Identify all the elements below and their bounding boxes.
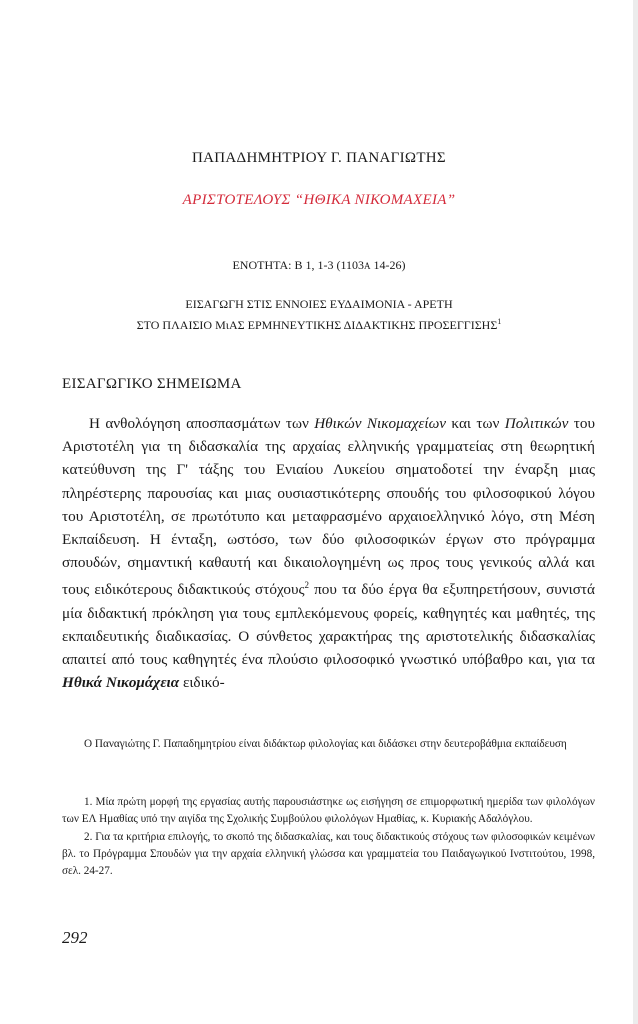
subtitle-line-2 <box>0 313 638 334</box>
unit-reference <box>0 258 638 273</box>
footnote-2: 2. Για τα κριτήρια επιλογής, το σκοπό της διδασκαλίας, και τους διδακτικούς στόχους των φιλοσοφικών κειμένων βλ. το Πρόγραμμα Σπουδών για την αρχαία ελληνική γλώσσα και γραμματεία του Παιδαγωγικού Ινστιτούτου, 1998, σελ. 24-27. <box>62 830 595 878</box>
text-run: που τα δύο έργα θα εξυπηρετήσουν, συνιστά μία διδακτική πρόκληση για τους εμπλεκόμενους φορείς, καθηγητές και μαθητές, της εκπαιδευτικής διαδικασίας. Ο σύνθετος χαρακτήρας της αριστοτελικής διδασκαλίας απαιτεί από τους καθηγητές ένα πλούσιο φιλοσοφικό γνωστικό υπόβαθρο και, για τα <box>62 581 595 669</box>
subtitle <box>0 295 638 334</box>
section-heading: ΕΙΣΑΓΩΓΙΚΟ ΣΗΜΕΙΩΜΑ <box>62 376 242 392</box>
body-text <box>62 412 595 695</box>
unit-smallcaps: Α <box>364 261 371 271</box>
author-name: ΠΑΠΑΔΗΜΗΤΡΙΟΥ Γ. ΠΑΝΑΓΙΩΤΗΣ <box>192 150 446 166</box>
subtitle-line-1: ΕΙΣΑΓΩΓΗ ΣΤΙΣ ΕΝΝΟΙΕΣ ΕΥΔΑΙΜΟΝΙΑ - ΑΡΕΤΗ <box>185 297 453 311</box>
paragraph <box>62 412 595 695</box>
text-run: Η ανθολόγηση αποσπασμάτων των <box>89 415 315 432</box>
italic-work-title: Ηθικών Νικομαχείων <box>314 415 447 432</box>
bold-italic-work-title: Ηθικά Νικομάχεια <box>62 674 180 692</box>
footnote-1: 1. Μία πρώτη μορφή της εργασίας αυτής παρουσιάστηκε ως εισήγηση σε επιμορφωτική ημερίδα των φιλολόγων των ΕΛ Ημαθίας υπό την αιγίδα της Σχολικής Συμβούλου φιλολόγων Ημαθίας, κ. Κυριακής Αδαλόγλου. <box>62 796 595 826</box>
bio-text: Ο Παναγιώτης Γ. Παπαδημητρίου είναι διδάκτωρ φιλολογίας και διδάσκει στην δευτεροβάθμια εκπαίδευση <box>84 738 567 750</box>
footnote-ref-2[interactable]: 2 <box>304 580 309 591</box>
footnote-ref-1[interactable]: 1 <box>497 317 502 326</box>
text-run: και των <box>446 415 505 432</box>
text-run: ειδικό- <box>179 674 225 692</box>
footnotes <box>62 794 595 880</box>
unit-prefix: ΕΝΟΤΗΤΑ: Β 1, 1-3 (1103 <box>232 258 365 272</box>
italic-work-title: Πολιτικών <box>504 415 569 432</box>
article-title: ΑΡΙΣΤΟΤΕΛΟΥΣ “ΗΘΙΚΑ ΝΙΚΟΜΑΧΕΙΑ” <box>182 192 456 208</box>
text-run: του Αριστοτέλη για τη διδασκαλία της αρχαίας ελληνικής γραμματείας στη θεωρητική κατεύθυνση της Γ' τάξης του Ενιαίου Λυκείου σηματοδοτεί την έναρξη μιας πληρέστερης παρουσίας και μιας ουσιαστικότερης σπουδής του φιλοσοφικού λόγου του Αριστοτέλη, σε πρωτότυπο και μεταφρασμένο αρχαιοελληνικό λόγο, στη Μέση Εκπαίδευση. Η ένταξη, ωστόσο, των δύο φιλοσοφικών έργων στο πρόγραμμα σπουδών, σημαντική καθαυτή και δικαιολογημένη ως προς τους γενικούς αλλά και τους ειδικότερους διδακτικούς στόχους <box>62 415 595 599</box>
subtitle-line-2-text: ΣΤΟ ΠΛΑΙΣΙΟ ΜιΑΣ ΕΡΜΗΝΕΥΤΙΚΗΣ ΔΙΔΑΚΤΙΚΗΣ ΠΡΟΣΕΓΓΙΣΗΣ <box>136 318 498 332</box>
author-bio <box>62 736 595 753</box>
unit-suffix: 14-26) <box>370 258 406 272</box>
page-number: 292 <box>62 928 88 947</box>
